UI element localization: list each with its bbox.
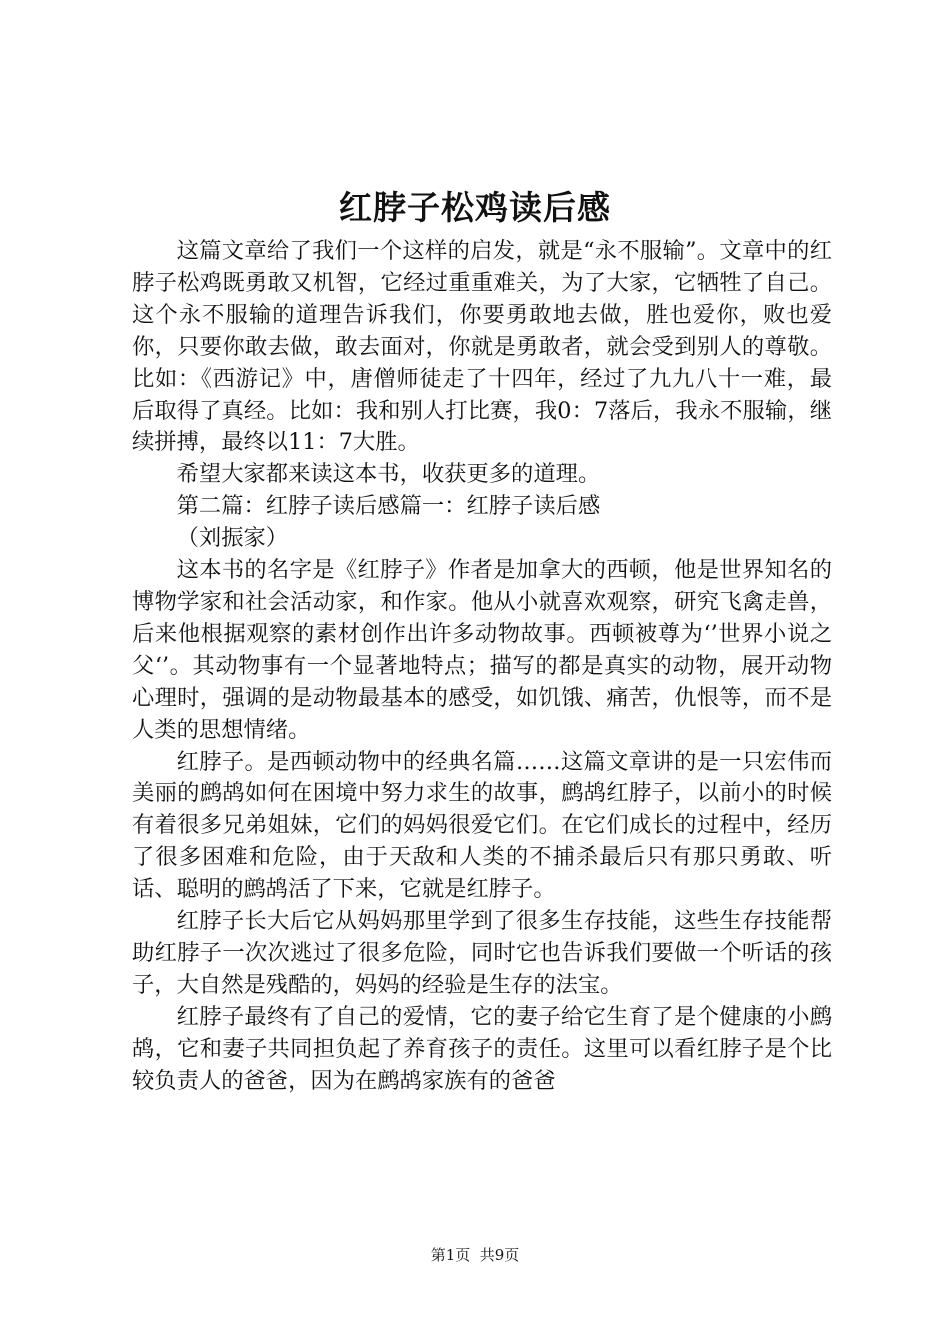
document-title: 红脖子松鸡读后感: [339, 188, 611, 227]
section-heading: 第二篇：红脖子读后感篇一：红脖子读后感: [176, 493, 601, 520]
author-line: （刘振家）: [176, 525, 289, 552]
paragraph: 这本书的名字是《红脖子》作者是加拿大的西顿，他是世界知名的博物学家和社会活动家，和作家。他从小就喜欢观察，研究飞禽走兽，后来他根据观察的素材创作出许多动物故事。西顿被尊为‘’世界小说之父‘’。其动物事有一个显著地特点；描写的都是真实的动物，展开动物心理时，强调的是动物最基本的感受，如饥饿、痛苦，仇恨等，而不是人类的思想情绪。: [132, 557, 832, 743]
paragraph: 这篇文章给了我们一个这样的启发，就是“永不服输”。文章中的红脖子松鸡既勇敢又机智，它经过重重难关，为了大家，它牺牲了自己。这个永不服输的道理告诉我们，你要勇敢地去做，胜也爱你，败也爱你，只要你敢去做，敢去面对，你就是勇敢者，就会受到别人的尊敬。比如：《西游记》中，唐僧师徒走了十四年，经过了九九八十一难，最后取得了真经。比如：我和别人打比赛，我0：7落后，我永不服输，继续拼搏，最终以11：7大胜。: [132, 238, 832, 456]
paragraph: 红脖子。是西顿动物中的经典名篇……这篇文章讲的是一只宏伟而美丽的鹧鸪如何在困境中努力求生的故事，鹧鸪红脖子，以前小的时候有着很多兄弟姐妹，它们的妈妈很爱它们。在它们成长的过程中，经历了很多困难和危险，由于天敌和人类的不捕杀最后只有那只勇敢、听话、聪明的鹧鸪活了下来，它就是红脖子。: [132, 748, 832, 903]
page-indicator: 第1页 共9页: [430, 1246, 520, 1264]
document-body: [132, 236, 832, 1097]
paragraph: 希望大家都来读这本书，收获更多的道理。: [176, 461, 601, 488]
paragraph: 红脖子最终有了自己的爱情，它的妻子给它生育了是个健康的小鹧鸪，它和妻子共同担负起了养育孩子的责任。这里可以看红脖子是个比较负责人的爸爸，因为在鹧鸪家族有的爸爸: [132, 1003, 832, 1094]
paragraph: 红脖子长大后它从妈妈那里学到了很多生存技能，这些生存技能帮助红脖子一次次逃过了很多危险，同时它也告诉我们要做一个听话的孩子，大自然是残酷的，妈妈的经验是生存的法宝。: [132, 908, 832, 998]
